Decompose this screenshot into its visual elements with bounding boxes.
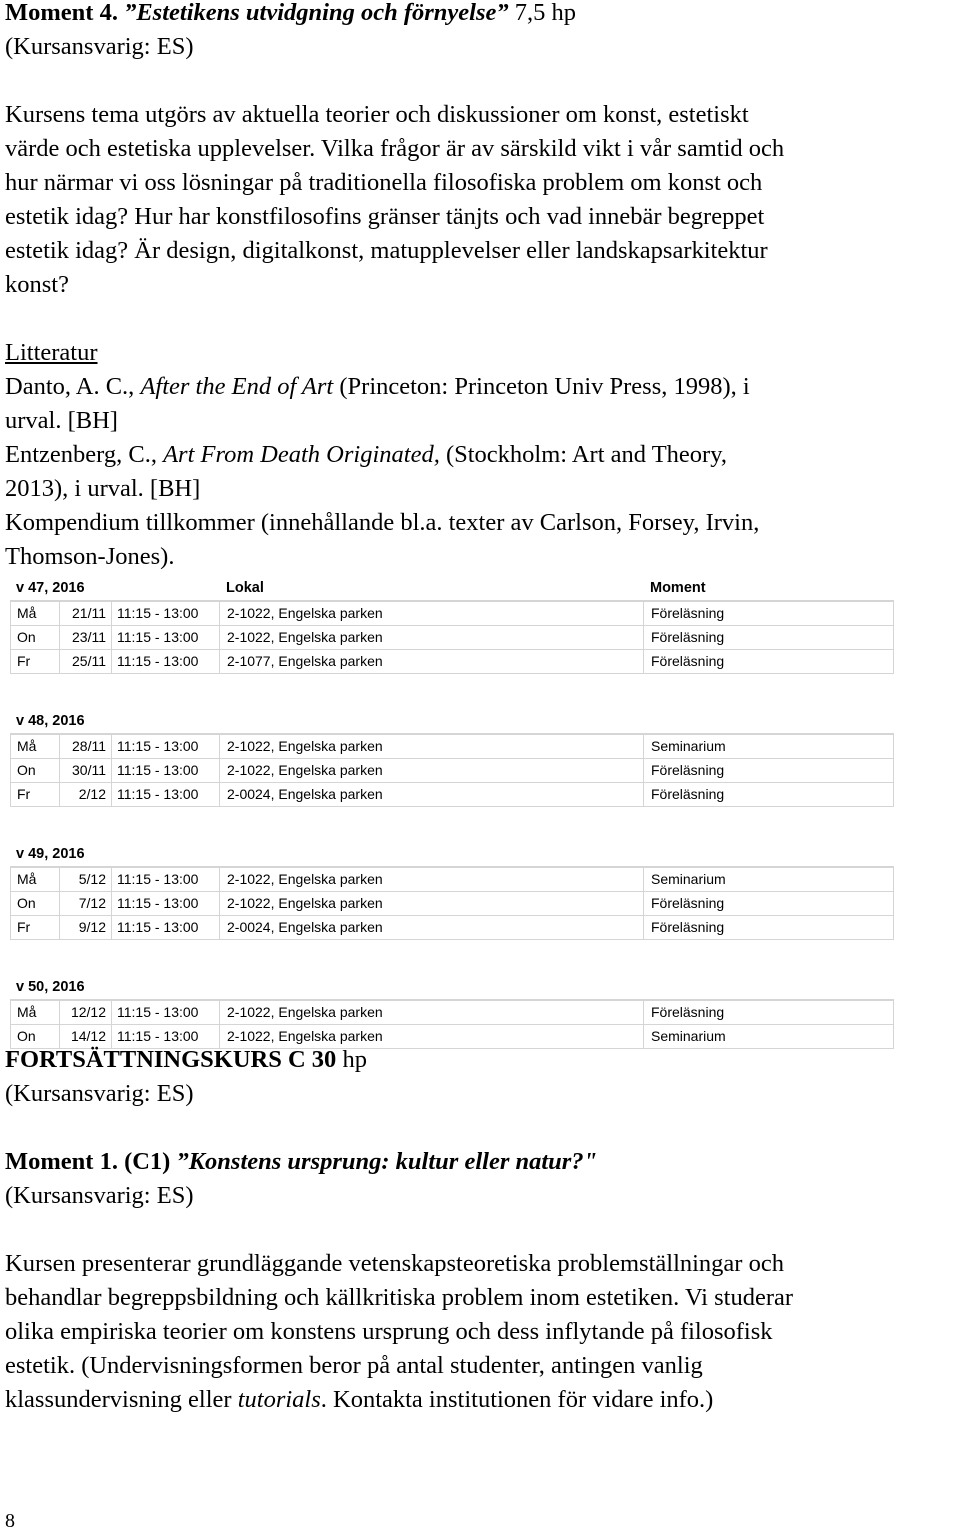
column-divider bbox=[59, 650, 60, 673]
column-divider bbox=[643, 735, 644, 758]
table-row bbox=[10, 916, 894, 940]
page-number: 8 bbox=[5, 1510, 15, 1532]
row-time: 11:15 - 13:00 bbox=[117, 762, 199, 778]
column-divider bbox=[219, 1001, 220, 1024]
row-day: Må bbox=[17, 871, 37, 887]
moment4-desc-5: estetik idag? Är design, digitalkonst, matupplevelser eller landskapsarkitektur bbox=[5, 237, 768, 264]
table-row bbox=[10, 759, 894, 783]
row-room: 2-1022, Engelska parken bbox=[227, 1028, 383, 1044]
literature-item-danto bbox=[5, 370, 750, 404]
row-type: Föreläsning bbox=[651, 605, 725, 621]
moment1-desc-3: olika empiriska teorier om konstens ursprung och dess inflytande på filosofisk bbox=[5, 1318, 773, 1345]
moment1-desc-5b: tutorials bbox=[237, 1386, 321, 1413]
column-divider bbox=[219, 783, 220, 806]
column-divider bbox=[219, 759, 220, 782]
row-time: 11:15 - 13:00 bbox=[117, 738, 199, 754]
column-divider bbox=[643, 626, 644, 649]
row-type: Seminarium bbox=[651, 738, 726, 754]
week-header bbox=[10, 844, 894, 866]
column-divider bbox=[59, 868, 60, 891]
column-divider bbox=[643, 783, 644, 806]
row-day: Må bbox=[17, 605, 37, 621]
fortsattning-heading bbox=[5, 1043, 367, 1077]
row-type: Föreläsning bbox=[651, 629, 725, 645]
week-label: v 50, 2016 bbox=[16, 979, 85, 995]
moment1-desc-5a: klassundervisning eller bbox=[5, 1386, 232, 1413]
row-day: On bbox=[17, 895, 36, 911]
week-header bbox=[10, 578, 894, 600]
row-room: 2-0024, Engelska parken bbox=[227, 786, 383, 802]
row-time: 11:15 - 13:00 bbox=[117, 653, 199, 669]
row-date: 21/11 bbox=[72, 605, 106, 621]
moment1-heading bbox=[5, 1145, 597, 1179]
week-rows bbox=[10, 733, 894, 807]
moment4-desc-4: estetik idag? Hur har konstfilosofins gränser tänjts och vad innebär begreppet bbox=[5, 203, 765, 230]
literature-item-entzenberg-cont: 2013), i urval. [BH] bbox=[5, 475, 201, 502]
table-row bbox=[10, 626, 894, 650]
row-time: 11:15 - 13:00 bbox=[117, 629, 199, 645]
row-time: 11:15 - 13:00 bbox=[117, 786, 199, 802]
column-divider bbox=[111, 783, 112, 806]
row-day: Må bbox=[17, 738, 37, 754]
column-divider bbox=[111, 735, 112, 758]
column-divider bbox=[219, 916, 220, 939]
row-time: 11:15 - 13:00 bbox=[117, 895, 199, 911]
row-room: 2-1022, Engelska parken bbox=[227, 762, 383, 778]
row-type: Seminarium bbox=[651, 871, 726, 887]
moment4-desc-6: konst? bbox=[5, 271, 69, 298]
row-type: Föreläsning bbox=[651, 786, 725, 802]
row-type: Föreläsning bbox=[651, 895, 725, 911]
danto-title: After the End of Art bbox=[140, 373, 334, 400]
column-divider bbox=[219, 650, 220, 673]
column-divider bbox=[219, 735, 220, 758]
row-time: 11:15 - 13:00 bbox=[117, 1004, 199, 1020]
week-label: v 47, 2016 bbox=[16, 580, 85, 596]
column-divider bbox=[643, 892, 644, 915]
literature-item-danto-cont: urval. [BH] bbox=[5, 407, 118, 434]
row-date: 14/12 bbox=[70, 1028, 106, 1044]
row-day: Fr bbox=[17, 786, 31, 802]
literature-item-entzenberg bbox=[5, 438, 727, 472]
column-divider bbox=[59, 783, 60, 806]
week-rows bbox=[10, 999, 894, 1049]
moment1-label: Moment 1. (C1) bbox=[5, 1148, 171, 1175]
week-header bbox=[10, 711, 894, 733]
row-day: Må bbox=[17, 1004, 37, 1020]
week-gap bbox=[10, 807, 894, 844]
table-row bbox=[10, 1001, 894, 1025]
row-room: 2-1022, Engelska parken bbox=[227, 1004, 383, 1020]
row-date: 23/11 bbox=[72, 629, 106, 645]
row-day: On bbox=[17, 1028, 36, 1044]
row-date: 12/12 bbox=[70, 1004, 106, 1020]
moment4-desc-1: Kursens tema utgörs av aktuella teorier och diskussioner om konst, estetiskt bbox=[5, 101, 749, 128]
table-row bbox=[10, 602, 894, 626]
row-time: 11:15 - 13:00 bbox=[117, 871, 199, 887]
column-divider bbox=[219, 892, 220, 915]
row-time: 11:15 - 13:00 bbox=[117, 1028, 199, 1044]
row-day: Fr bbox=[17, 653, 31, 669]
moment4-desc-3: hur närmar vi oss lösningar på traditionella filosofiska problem om konst och bbox=[5, 169, 763, 196]
literature-item-kompendium-cont: Thomson-Jones). bbox=[5, 543, 175, 570]
row-date: 7/12 bbox=[78, 895, 106, 911]
row-type: Föreläsning bbox=[651, 919, 725, 935]
column-divider bbox=[59, 916, 60, 939]
fortsattning-title: FORTSÄTTNINGSKURS C 30 bbox=[5, 1046, 337, 1073]
schedule-table bbox=[10, 578, 894, 1049]
column-divider bbox=[643, 759, 644, 782]
column-divider bbox=[111, 1001, 112, 1024]
moment1-desc-1: Kursen presenterar grundläggande vetenskapsteoretiska problemställningar och bbox=[5, 1250, 784, 1277]
row-date: 30/11 bbox=[72, 762, 106, 778]
week-header bbox=[10, 977, 894, 999]
row-room: 2-1022, Engelska parken bbox=[227, 629, 383, 645]
column-divider bbox=[643, 916, 644, 939]
column-divider bbox=[111, 916, 112, 939]
row-day: On bbox=[17, 762, 36, 778]
moment4-responsible: (Kursansvarig: ES) bbox=[5, 33, 194, 60]
row-date: 5/12 bbox=[78, 871, 106, 887]
table-row bbox=[10, 650, 894, 674]
column-header-lokal: Lokal bbox=[226, 580, 264, 596]
table-row bbox=[10, 783, 894, 807]
column-divider bbox=[643, 602, 644, 625]
moment4-label: Moment 4. bbox=[5, 0, 118, 26]
row-type: Föreläsning bbox=[651, 653, 725, 669]
fortsattning-responsible: (Kursansvarig: ES) bbox=[5, 1080, 194, 1107]
row-day: On bbox=[17, 629, 36, 645]
moment4-heading bbox=[5, 0, 576, 30]
row-type: Föreläsning bbox=[651, 1004, 725, 1020]
moment1-desc-5 bbox=[5, 1383, 713, 1417]
column-divider bbox=[111, 602, 112, 625]
column-divider bbox=[59, 735, 60, 758]
row-day: Fr bbox=[17, 919, 31, 935]
column-header-moment: Moment bbox=[650, 580, 706, 596]
entzenberg-author: Entzenberg, C., bbox=[5, 441, 157, 468]
column-divider bbox=[59, 892, 60, 915]
entzenberg-publisher: (Stockholm: Art and Theory, bbox=[445, 441, 727, 468]
moment1-desc-5c: . Kontakta institutionen för vidare info.) bbox=[320, 1386, 714, 1413]
row-date: 28/11 bbox=[72, 738, 106, 754]
column-divider bbox=[111, 650, 112, 673]
moment1-desc-2: behandlar begreppsbildning och källkritiska problem inom estetiken. Vi studerar bbox=[5, 1284, 794, 1311]
fortsattning-credits: hp bbox=[342, 1046, 367, 1073]
danto-publisher: (Princeton: Princeton Univ Press, 1998), i bbox=[339, 373, 750, 400]
row-date: 25/11 bbox=[72, 653, 106, 669]
week-gap bbox=[10, 940, 894, 977]
week-label: v 48, 2016 bbox=[16, 713, 85, 729]
column-divider bbox=[643, 1025, 644, 1048]
row-room: 2-1022, Engelska parken bbox=[227, 738, 383, 754]
week-gap bbox=[10, 674, 894, 711]
column-divider bbox=[111, 626, 112, 649]
column-divider bbox=[643, 1001, 644, 1024]
row-room: 2-1022, Engelska parken bbox=[227, 605, 383, 621]
week-rows bbox=[10, 866, 894, 940]
moment1-responsible: (Kursansvarig: ES) bbox=[5, 1182, 194, 1209]
column-divider bbox=[643, 650, 644, 673]
column-divider bbox=[219, 626, 220, 649]
entzenberg-title: Art From Death Originated, bbox=[163, 441, 440, 468]
column-divider bbox=[59, 602, 60, 625]
column-divider bbox=[111, 892, 112, 915]
column-divider bbox=[219, 602, 220, 625]
column-divider bbox=[59, 759, 60, 782]
literature-heading-link[interactable]: Litteratur bbox=[5, 339, 98, 366]
column-divider bbox=[59, 1001, 60, 1024]
row-date: 9/12 bbox=[78, 919, 106, 935]
row-type: Seminarium bbox=[651, 1028, 726, 1044]
row-type: Föreläsning bbox=[651, 762, 725, 778]
row-date: 2/12 bbox=[78, 786, 106, 802]
table-row bbox=[10, 735, 894, 759]
moment1-desc-4: estetik. (Undervisningsformen beror på antal studenter, antingen vanlig bbox=[5, 1352, 703, 1379]
column-divider bbox=[59, 626, 60, 649]
column-divider bbox=[111, 868, 112, 891]
week-rows bbox=[10, 600, 894, 674]
moment1-title: ”Konstens ursprung: kultur eller natur?" bbox=[176, 1148, 598, 1175]
row-room: 2-1022, Engelska parken bbox=[227, 871, 383, 887]
row-room: 2-1077, Engelska parken bbox=[227, 653, 383, 669]
literature-item-kompendium: Kompendium tillkommer (innehållande bl.a. texter av Carlson, Forsey, Irvin, bbox=[5, 509, 760, 536]
row-time: 11:15 - 13:00 bbox=[117, 605, 199, 621]
column-divider bbox=[643, 868, 644, 891]
moment4-credits: 7,5 hp bbox=[514, 0, 576, 26]
table-row bbox=[10, 868, 894, 892]
row-room: 2-1022, Engelska parken bbox=[227, 895, 383, 911]
moment4-desc-2: värde och estetiska upplevelser. Vilka frågor är av särskild vikt i vår samtid och bbox=[5, 135, 785, 162]
column-divider bbox=[219, 868, 220, 891]
column-divider bbox=[111, 759, 112, 782]
danto-author: Danto, A. C., bbox=[5, 373, 135, 400]
table-row bbox=[10, 892, 894, 916]
row-room: 2-0024, Engelska parken bbox=[227, 919, 383, 935]
week-label: v 49, 2016 bbox=[16, 846, 85, 862]
moment4-title: ”Estetikens utvidgning och förnyelse” bbox=[124, 0, 509, 26]
row-time: 11:15 - 13:00 bbox=[117, 919, 199, 935]
